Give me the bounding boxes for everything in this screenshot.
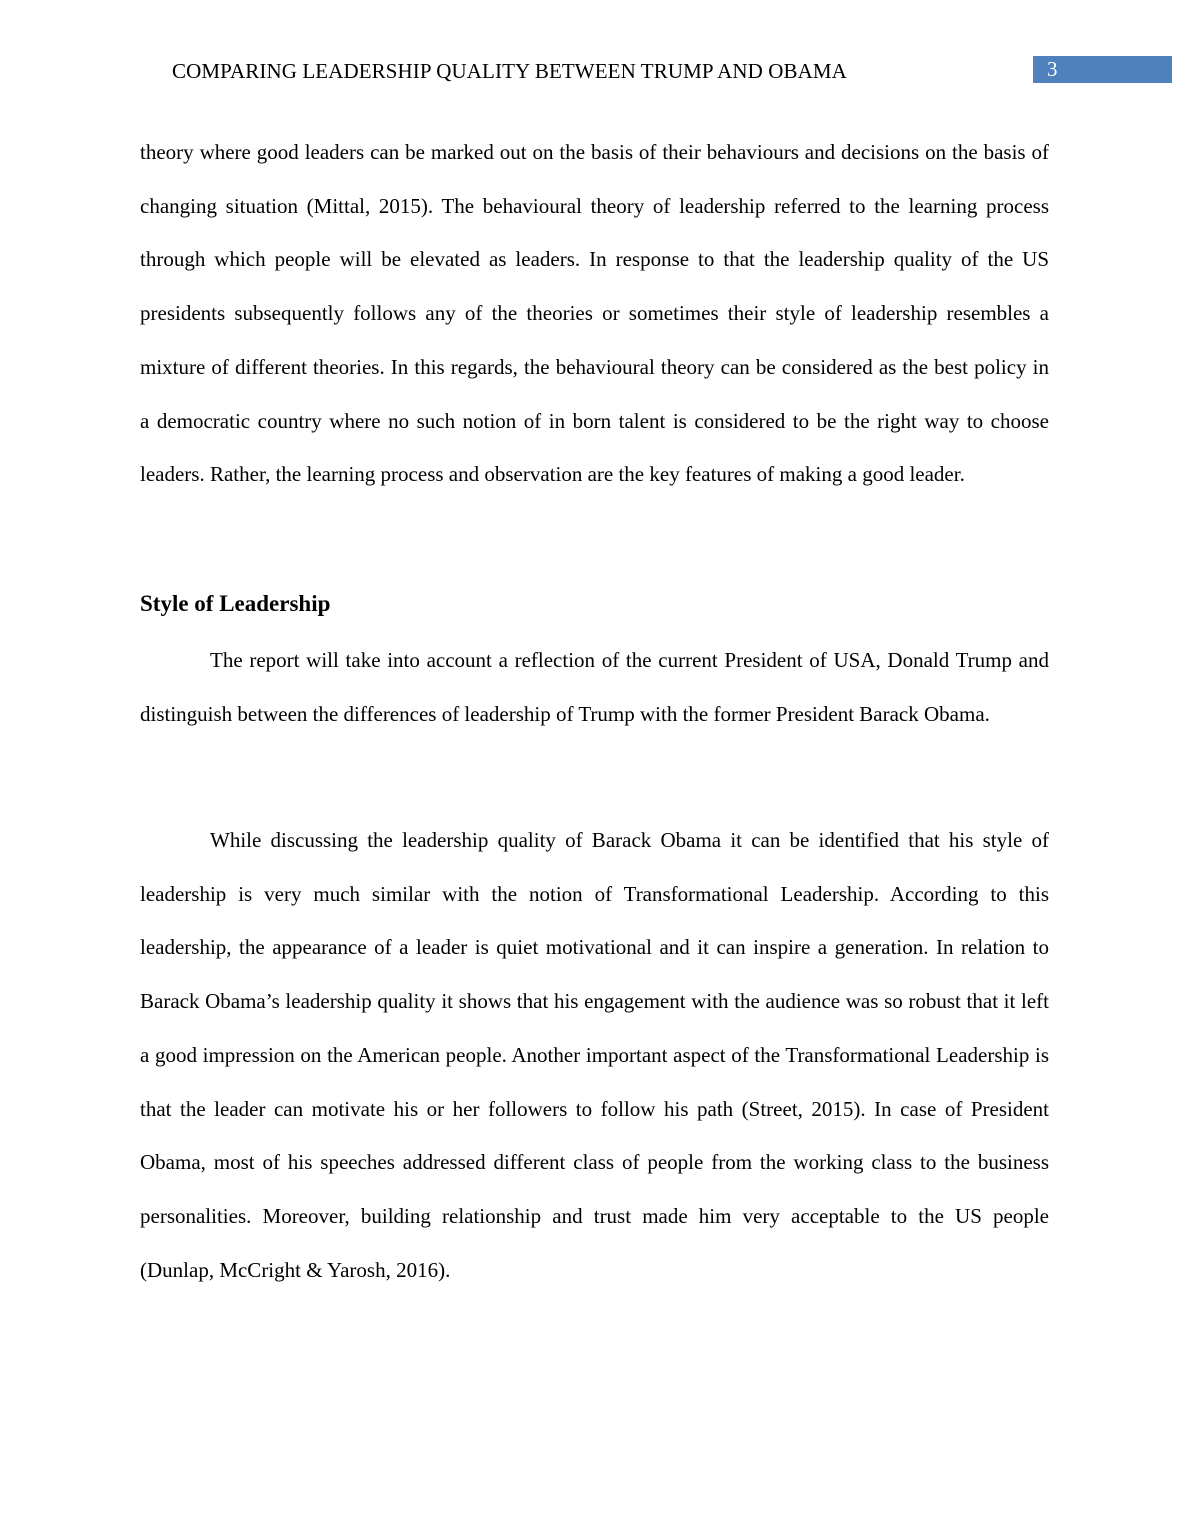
body-paragraph-1 [140, 126, 1049, 502]
page-number: 3 [1033, 56, 1172, 83]
paragraph-text: theory where good leaders can be marked out on the basis of their behaviours and decisions on the basis of changing situation (Mittal, 2015). The behavioural theory of leadership referred to the learning process through which people will be elevated as leaders. In response to that the leadership quality of the US presidents subsequently follows any of the theories or sometimes their style of leadership resembles a mixture of different theories. In this regards, the behavioural theory can be considered as the best policy in a democratic country where no such notion of in born talent is considered to be the right way to choose leaders. Rather, the learning process and observation are the key features of making a good leader. [140, 140, 1049, 487]
paragraph-text: While discussing the leadership quality of Barack Obama it can be identified that his style of leadership is very much similar with the notion of Transformational Leadership. According to this leadership, the appearance of a leader is quiet motivational and it can inspire a generation. In relation to Barack Obama’s leadership quality it shows that his engagement with the audience was so robust that it left a good impression on the American people. Another important aspect of the Transformational Leadership is that the leader can motivate his or her followers to follow his path (Street, 2015). In case of President Obama, most of his speeches addressed different class of people from the working class to the business personalities. Moreover, building relationship and trust made him very acceptable to the US people (Dunlap, McCright & Yarosh, 2016). [140, 828, 1049, 1282]
paragraph-text: The report will take into account a reflection of the current President of USA, Donald Trump and distinguish between the differences of leadership of Trump with the former President Barack Obama. [140, 648, 1049, 726]
section-heading: Style of Leadership [140, 591, 331, 616]
page-header [0, 56, 1190, 84]
body-paragraph-2 [140, 634, 1049, 741]
body-paragraph-3 [140, 814, 1049, 1297]
running-head-title: COMPARING LEADERSHIP QUALITY BETWEEN TRUMP AND OBAMA [172, 59, 847, 83]
